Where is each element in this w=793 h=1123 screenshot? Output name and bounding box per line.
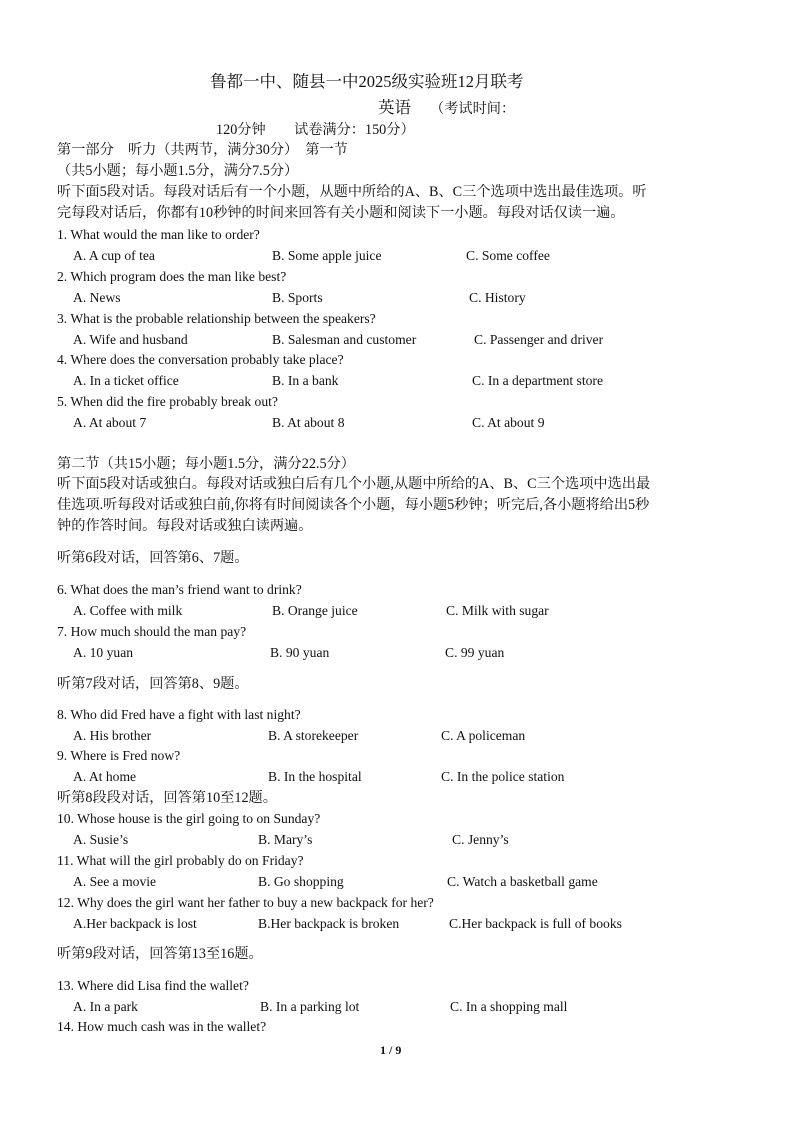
instructions-line: 佳选项.听每段对话或独白前,你将有时间阅读各个小题，每小题5秒钟；听完后,各小题将给出5秒 bbox=[57, 497, 650, 513]
question-text: 10. Whose house is the girl going to on Sunday? bbox=[57, 811, 321, 826]
option-b: B. In the hospital bbox=[268, 769, 362, 784]
option-b: B. In a bank bbox=[272, 373, 339, 388]
option-c: C. A policeman bbox=[441, 728, 526, 743]
dialog-heading: 听第6段对话，回答第6、7题。 bbox=[57, 550, 249, 566]
question-text: 3. What is the probable relationship between the speakers? bbox=[57, 311, 376, 326]
option-c: C. In a department store bbox=[472, 373, 603, 388]
dialog-heading: 听第7段对话，回答第8、9题。 bbox=[57, 676, 249, 692]
option-c: C. Some coffee bbox=[466, 248, 550, 263]
time-info: 120分钟 试卷满分：150分） bbox=[216, 122, 415, 138]
time-label: （考试时间： bbox=[430, 101, 516, 117]
section2-heading: 第二节（共15小题；每小题1.5分，满分22.5分） bbox=[57, 456, 355, 472]
option-a: A. Susie’s bbox=[73, 832, 129, 847]
option-a: A. A cup of tea bbox=[73, 248, 155, 263]
question-text: 1. What would the man like to order? bbox=[57, 227, 260, 242]
question-text: 6. What does the man’s friend want to drink? bbox=[57, 582, 302, 597]
subject-title: 英语 bbox=[378, 98, 411, 117]
option-b: B. Some apple juice bbox=[272, 248, 382, 263]
option-c: C. History bbox=[469, 290, 526, 305]
question-text: 8. Who did Fred have a fight with last night? bbox=[57, 707, 301, 722]
option-a: A. News bbox=[73, 290, 121, 305]
instructions-line: 听下面5段对话或独白。每段对话或独白后有几个小题,从题中所给的A、B、C三个选项中选出最 bbox=[57, 476, 651, 492]
option-b: B. Salesman and customer bbox=[272, 332, 417, 347]
exam-title: 鲁都一中、随县一中2025级实验班12月联考 bbox=[210, 72, 524, 91]
part1-heading: 第一部分 听力（共两节，满分30分） 第一节 bbox=[57, 142, 348, 158]
option-a: A. In a park bbox=[73, 999, 138, 1014]
option-a: A. At home bbox=[73, 769, 137, 784]
option-c: C. 99 yuan bbox=[445, 645, 505, 660]
page-number: 1 / 9 bbox=[380, 1043, 402, 1057]
option-c: C. Passenger and driver bbox=[474, 332, 604, 347]
option-c: C. At about 9 bbox=[472, 415, 545, 430]
option-c: C. In a shopping mall bbox=[450, 999, 568, 1014]
question-text: 12. Why does the girl want her father to buy a new backpack for her? bbox=[57, 895, 434, 910]
option-b: B. At about 8 bbox=[272, 415, 345, 430]
question-text: 13. Where did Lisa find the wallet? bbox=[57, 978, 249, 993]
option-a: A. His brother bbox=[73, 728, 152, 743]
dialog-heading: 听第9段对话，回答第13至16题。 bbox=[57, 946, 263, 962]
option-b: B. Go shopping bbox=[258, 874, 344, 889]
option-b: B. A storekeeper bbox=[268, 728, 359, 743]
instructions-line: 完每段对话后，你都有10秒钟的时间来回答有关小题和阅读下一小题。每段对话仅读一遍。 bbox=[57, 205, 625, 221]
option-a: A. At about 7 bbox=[73, 415, 147, 430]
option-c: C. In the police station bbox=[441, 769, 565, 784]
option-b: B. In a parking lot bbox=[260, 999, 360, 1014]
option-c: C. Milk with sugar bbox=[446, 603, 549, 618]
instructions-line: 听下面5段对话。每段对话后有一个小题，从题中所给的A、B、C三个选项中选出最佳选项。听 bbox=[57, 184, 647, 200]
question-text: 14. How much cash was in the wallet? bbox=[57, 1019, 267, 1034]
question-text: 9. Where is Fred now? bbox=[57, 748, 181, 763]
option-a: A.Her backpack is lost bbox=[73, 916, 197, 931]
option-a: A. Wife and husband bbox=[73, 332, 188, 347]
option-a: A. Coffee with milk bbox=[73, 603, 183, 618]
question-text: 11. What will the girl probably do on Friday? bbox=[57, 853, 304, 868]
option-b: B. Sports bbox=[272, 290, 323, 305]
option-b: B. 90 yuan bbox=[270, 645, 330, 660]
section1-note: （共5小题；每小题1.5分，满分7.5分） bbox=[57, 163, 299, 179]
option-c: C. Watch a basketball game bbox=[447, 874, 598, 889]
option-a: A. In a ticket office bbox=[73, 373, 179, 388]
option-c: C.Her backpack is full of books bbox=[449, 916, 622, 931]
option-c: C. Jenny’s bbox=[452, 832, 509, 847]
option-b: B.Her backpack is broken bbox=[258, 916, 400, 931]
question-text: 5. When did the fire probably break out? bbox=[57, 394, 278, 409]
option-a: A. See a movie bbox=[73, 874, 157, 889]
option-b: B. Orange juice bbox=[272, 603, 358, 618]
dialog-heading: 听第8段段对话，回答第10至12题。 bbox=[57, 790, 277, 806]
option-a: A. 10 yuan bbox=[73, 645, 134, 660]
option-b: B. Mary’s bbox=[258, 832, 313, 847]
question-text: 2. Which program does the man like best? bbox=[57, 269, 287, 284]
question-text: 7. How much should the man pay? bbox=[57, 624, 247, 639]
instructions-line: 钟的作答时间。每段对话或独白读两遍。 bbox=[57, 518, 313, 534]
question-text: 4. Where does the conversation probably take place? bbox=[57, 352, 344, 367]
